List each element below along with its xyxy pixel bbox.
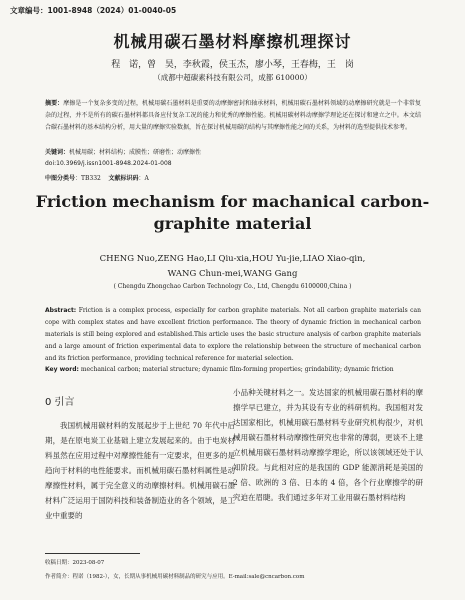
english-abstract-text: Friction is a complex process, especially for carbon graphite materials. Not all carbon graphite materials can cope with complex states and have excellent friction performance. The theory of dynamic friction in mechanical carbon materials is still being explored and established.This article uses the basic structure analysis of carbon graphite materials and a large amount of friction experimental data to explore the relationship between the structure of mechanical carbon and its friction performance, providing technical reference for material selection. (45, 307, 421, 362)
class-number: ：TB332 (75, 175, 101, 182)
chinese-keywords-label: 关键词： (45, 149, 70, 156)
body-paragraph-left: 我国机械用碳材料的发展起步于上世纪 70 年代中后期，是在原电炭工业基础上建立发展起来的。由于电炭材料虽然在应用过程中对摩擦性能有一定要求，但更多的是趋向于材料的电性能要求。而机械用碳石墨材料属性是动摩擦性材料，属于完全意义的动摩擦材料。机械用碳石墨材料广泛运用于国防科技和装备制造业的各个领域，是工业中重要的 (45, 421, 235, 520)
received-date: 收稿日期：2023-08-07 (45, 560, 105, 566)
chinese-keywords (45, 147, 421, 156)
english-title: Friction mechanism for machanical carbon-graphite material (35, 192, 430, 233)
english-abstract (45, 305, 421, 365)
body-paragraph-right: 小品种关键材料之一。发达国家的机械用碳石墨材料的摩擦学早已建立，并为其设有专业的科研机构。我国相对发达国家相比，机械用碳石墨材料专业研究机构很少，对机械用碳石墨材料动摩擦性研究也非常的薄弱，更谈不上建立机械用碳石墨材料动摩擦学理论，所以该领域还处于认知阶段。与此相对应的是我国的 GDP 能源消耗是美国的 2 倍、欧洲的 3 倍、日本的 4 倍，各个行业摩擦学的研究迫在眉睫。我们通过多年对工业用碳石墨材料结构 (233, 388, 423, 502)
english-authors-line2: WANG Chun-mei,WANG Gang (167, 269, 298, 279)
body-left-column (45, 385, 235, 523)
english-affiliation: ( Chengdu Zhongchao Carbon Technology Co., Ltd, Chengdu 6100000,China ) (113, 283, 352, 290)
chinese-abstract (45, 98, 421, 134)
footnote-divider (45, 553, 140, 554)
doi: doi:10.3969/j.issn1001-8948.2024-01-008 (45, 160, 172, 167)
chinese-abstract-label: 摘要： (45, 100, 64, 107)
doc-code: ：A (138, 175, 149, 182)
chinese-affiliation: （成都中超碳素科技有限公司，成都 610000） (153, 73, 312, 82)
section-heading: 0 引言 (45, 397, 75, 408)
author-bio: 作者简介：程诺（1982-），女，长期从事机械用碳材料制品的研究与应用。E-mail:sale@cncarbon.com (45, 574, 305, 580)
english-authors (0, 252, 465, 282)
english-keywords-text: mechanical carbon; material structure; dynamic film-forming properties; grindability; dynamic friction (80, 366, 394, 373)
english-abstract-label: Abstract: (45, 307, 77, 314)
body-right-column (233, 385, 423, 505)
doc-code-label: 文献标识码 (108, 175, 139, 182)
class-label: 中图分类号 (45, 175, 76, 182)
chinese-authors: 程 诺，曾 昊，李秋霞，侯玉杰，廖小琴，王春梅，王 岗 (111, 60, 354, 70)
chinese-keywords-text: 机械用碳；材料结构；成膜性；研磨性；动摩擦性 (69, 149, 202, 156)
chinese-title: 机械用碳石墨材料摩擦机理探讨 (113, 32, 352, 51)
article-number: 文章编号：1001-8948（2024）01-0040-05 (10, 6, 177, 15)
english-authors-line1: CHENG Nuo,ZENG Hao,LI Qiu-xia,HOU Yu-jie,LIAO Xiao-qin, (99, 254, 366, 264)
english-keywords-label: Key word: (45, 366, 79, 373)
classification-line (45, 173, 149, 182)
english-keywords (45, 366, 421, 373)
chinese-abstract-text: 摩擦是一个复杂多变的过程，机械用碳石墨材料是重要的动摩擦密封和轴承材料，机械用碳石墨材料领域的动摩擦研究就是一个非常复杂的过程，并不是所有的碳石墨材料都具备应付复杂工况的能力和优秀的摩擦性能。机械用碳材料动摩擦学理论还在探讨和建立之中。本文结合碳石墨材料的基本结构分析，用大量的摩擦实验数据，旨在探讨机械用碳的结构与其摩擦性能之间的关系，为材料的选型提供技术参考。 (45, 100, 421, 131)
